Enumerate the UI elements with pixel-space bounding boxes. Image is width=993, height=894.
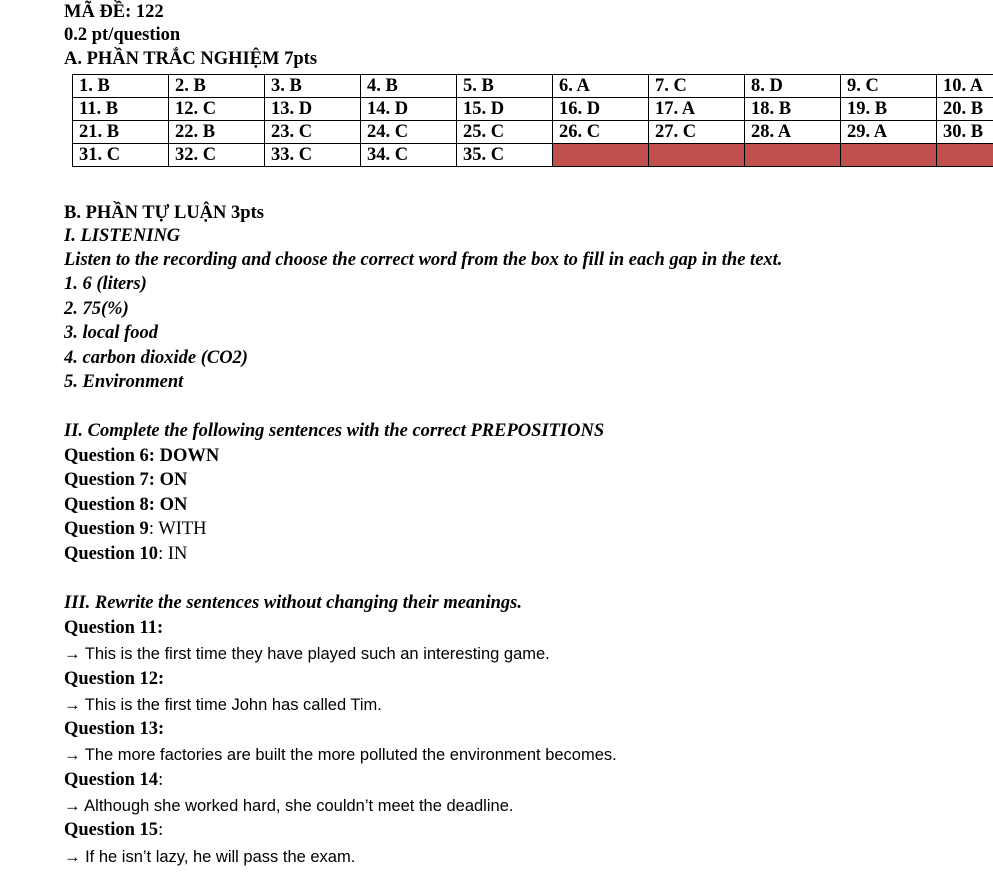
rewrite-answer: → If he isn’t lazy, he will pass the exam. bbox=[64, 848, 356, 866]
question-answer: ON bbox=[159, 470, 188, 490]
rewrite-question-label: Question 11: bbox=[64, 618, 164, 638]
answer-cell: 29. A bbox=[841, 121, 937, 144]
answer-cell: 10. A bbox=[937, 75, 993, 98]
answer-row bbox=[73, 144, 993, 167]
answer-row bbox=[73, 121, 993, 144]
answer-cell: 14. D bbox=[361, 98, 457, 121]
empty-answer-cell bbox=[553, 144, 649, 167]
answer-cell: 24. C bbox=[361, 121, 457, 144]
answer-cell: 26. C bbox=[553, 121, 649, 144]
preposition-question bbox=[64, 494, 187, 516]
listening-item: 2. 75(%) bbox=[64, 299, 129, 319]
question-answer: ON bbox=[159, 495, 188, 515]
answer-cell: 34. C bbox=[361, 144, 457, 167]
section-a-title: A. PHẦN TRẮC NGHIỆM 7pts bbox=[64, 49, 318, 69]
answer-cell: 28. A bbox=[745, 121, 841, 144]
question-label: Question 10 bbox=[64, 544, 159, 564]
points-per-question: 0.2 pt/question bbox=[64, 25, 181, 45]
rewrite-answer: → This is the first time they have played such an interesting game. bbox=[64, 645, 550, 663]
rewrite-heading: III. Rewrite the sentences without changing their meanings. bbox=[64, 593, 522, 613]
answer-table bbox=[72, 74, 993, 167]
answer-cell: 19. B bbox=[841, 98, 937, 121]
rewrite-question-label: Question 13: bbox=[64, 719, 165, 739]
rewrite-answer: → Although she worked hard, she couldn’t meet the deadline. bbox=[64, 797, 514, 815]
empty-answer-cell bbox=[649, 144, 745, 167]
answer-cell: 4. B bbox=[361, 75, 457, 98]
answer-cell: 25. C bbox=[457, 121, 553, 144]
listening-heading: I. LISTENING bbox=[64, 226, 181, 246]
listening-item: 5. Environment bbox=[64, 372, 184, 392]
answer-row bbox=[73, 75, 993, 98]
answer-cell: 11. B bbox=[73, 98, 169, 121]
answer-cell: 15. D bbox=[457, 98, 553, 121]
answer-cell: 21. B bbox=[73, 121, 169, 144]
question-answer: : IN bbox=[158, 544, 188, 564]
answer-cell: 32. C bbox=[169, 144, 265, 167]
answer-cell: 20. B bbox=[937, 98, 993, 121]
empty-answer-cell bbox=[841, 144, 937, 167]
section-b-title: B. PHẦN TỰ LUẬN 3pts bbox=[64, 203, 264, 223]
answer-cell: 8. D bbox=[745, 75, 841, 98]
listening-instruction: Listen to the recording and choose the correct word from the box to fill in each gap in the text. bbox=[64, 250, 783, 270]
answer-cell: 23. C bbox=[265, 121, 361, 144]
rewrite-question-label bbox=[64, 769, 163, 791]
question-label: Question 6: bbox=[64, 446, 160, 466]
rewrite-answer: → The more factories are built the more polluted the environment becomes. bbox=[64, 746, 617, 764]
question-label: Question 14 bbox=[64, 770, 159, 790]
rewrite-answer: → This is the first time John has called Tim. bbox=[64, 696, 382, 714]
preposition-question bbox=[64, 543, 187, 565]
listening-item: 3. local food bbox=[64, 323, 159, 343]
question-answer: DOWN bbox=[159, 446, 220, 466]
answer-cell: 1. B bbox=[73, 75, 169, 98]
prepositions-heading: II. Complete the following sentences with the correct PREPOSITIONS bbox=[64, 421, 605, 441]
answer-cell: 2. B bbox=[169, 75, 265, 98]
answer-cell: 27. C bbox=[649, 121, 745, 144]
answer-cell: 30. B bbox=[937, 121, 993, 144]
empty-answer-cell bbox=[937, 144, 993, 167]
question-colon: : bbox=[158, 820, 164, 840]
preposition-question bbox=[64, 518, 207, 540]
listening-item: 4. carbon dioxide (CO2) bbox=[64, 348, 248, 368]
answer-cell: 12. C bbox=[169, 98, 265, 121]
question-answer: : WITH bbox=[148, 519, 207, 539]
answer-cell: 31. C bbox=[73, 144, 169, 167]
question-label: Question 8: bbox=[64, 495, 160, 515]
preposition-question bbox=[64, 445, 219, 467]
listening-item: 1. 6 (liters) bbox=[64, 274, 147, 294]
rewrite-question-label: Question 12: bbox=[64, 669, 165, 689]
answer-row bbox=[73, 98, 993, 121]
answer-cell: 3. B bbox=[265, 75, 361, 98]
answer-cell: 33. C bbox=[265, 144, 361, 167]
answer-cell: 35. C bbox=[457, 144, 553, 167]
answer-cell: 16. D bbox=[553, 98, 649, 121]
question-label: Question 7: bbox=[64, 470, 160, 490]
empty-answer-cell bbox=[745, 144, 841, 167]
question-colon: : bbox=[158, 770, 164, 790]
rewrite-question-label bbox=[64, 819, 163, 841]
answer-cell: 13. D bbox=[265, 98, 361, 121]
answer-cell: 5. B bbox=[457, 75, 553, 98]
exam-code: MÃ ĐỀ: 122 bbox=[64, 2, 164, 22]
question-label: Question 15 bbox=[64, 820, 159, 840]
answer-cell: 9. C bbox=[841, 75, 937, 98]
answer-cell: 17. A bbox=[649, 98, 745, 121]
answer-cell: 18. B bbox=[745, 98, 841, 121]
answer-cell: 7. C bbox=[649, 75, 745, 98]
answer-cell: 22. B bbox=[169, 121, 265, 144]
question-label: Question 9 bbox=[64, 519, 149, 539]
answer-cell: 6. A bbox=[553, 75, 649, 98]
preposition-question bbox=[64, 469, 187, 491]
